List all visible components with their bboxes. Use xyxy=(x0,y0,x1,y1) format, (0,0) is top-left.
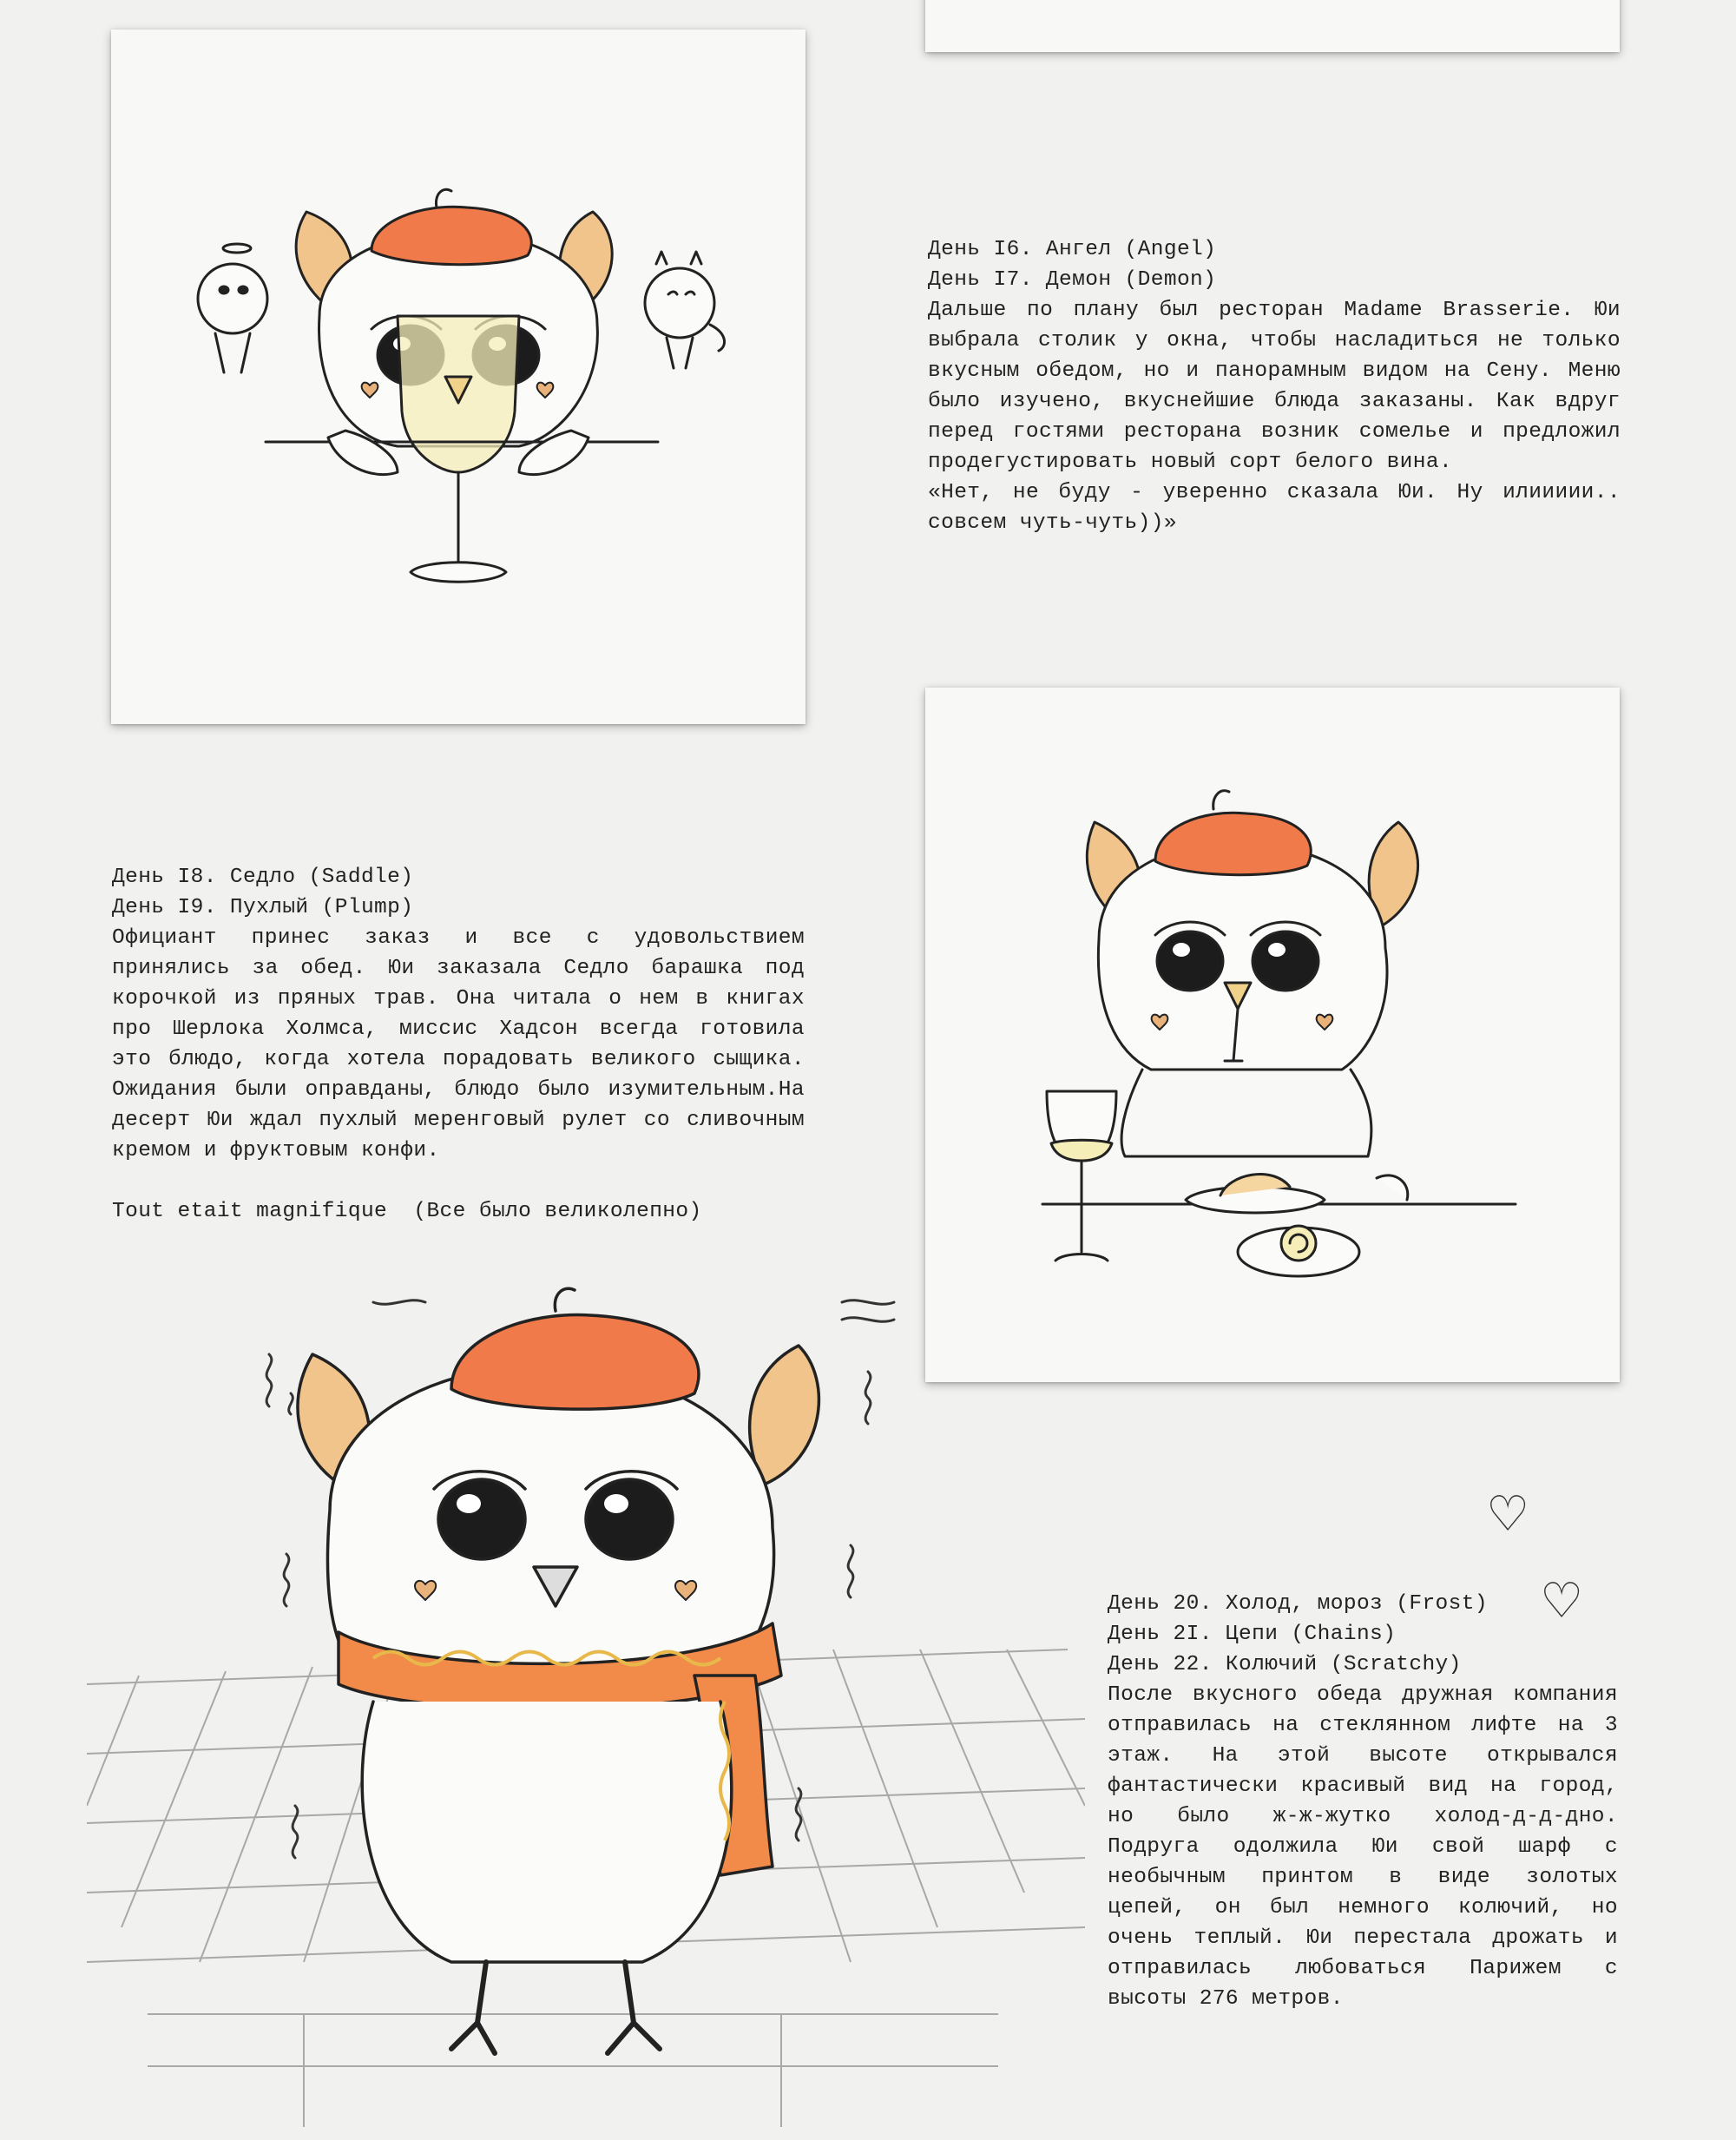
story-section-3 xyxy=(1108,1589,1618,2014)
heart-icon: ♡ xyxy=(1540,1573,1584,1630)
top-partial-card xyxy=(925,0,1620,52)
day-20-heading: День 20. Холод, мороз (Frost) xyxy=(1108,1592,1488,1616)
section-1-quote: «Нет, не буду - уверенно сказала Юи. Ну илиииии.. совсем чуть-чуть))» xyxy=(928,481,1621,535)
angel-owl-icon xyxy=(198,244,267,372)
section-3-paragraph: После вкусного обеда дружная компания отправилась на стеклянном лифте на 3 этаж. На этой высоте открывался фантастически красивый вид на город, но было ж-ж-жутко холод-д-д-дно. Подруга одолжила Юи свой шарф с необычным принтом в виде золотых цепей, он был немного колючий, но очень теплый. Юи перестала дрожать и отправилась любоваться Парижем с высоты 276 метров. xyxy=(1108,1683,1618,2011)
illustration-card-wine xyxy=(111,30,806,724)
day-16-heading: День I6. Ангел (Angel) xyxy=(928,238,1217,261)
demon-owl-icon xyxy=(645,252,725,368)
day-19-heading: День I9. Пухлый (Plump) xyxy=(112,896,414,919)
owl-with-wine-icon xyxy=(111,30,806,724)
section-1-paragraph: Дальше по плану был ресторан Madame Brasserie. Юи выбрала столик у окна, чтобы насладиться не только вкусным обедом, но и панорамным видом на Сену. Меню было изучено, вкуснейшие блюда заказаны. Как вдруг перед гостями ресторана возник сомелье и предложил продегустировать новый сорт белого вина. xyxy=(928,299,1621,474)
section-2-closing: Tout etait magnifique (Все было великолепно) xyxy=(112,1200,702,1223)
day-21-heading: День 2I. Цепи (Chains) xyxy=(1108,1623,1397,1646)
story-section-1 xyxy=(928,234,1621,538)
heart-icon: ♡ xyxy=(1486,1486,1530,1543)
day-18-heading: День I8. Седло (Saddle) xyxy=(112,866,414,889)
owl-in-scarf-icon xyxy=(87,1268,1085,2136)
day-17-heading: День I7. Демон (Demon) xyxy=(928,268,1217,292)
day-22-heading: День 22. Колючий (Scratchy) xyxy=(1108,1653,1462,1676)
story-section-2 xyxy=(112,862,805,1227)
section-2-paragraph: Официант принес заказ и все с удовольствием принялись за обед. Юи заказала Седло барашка под корочкой из пряных трав. Она читала о нем в книгах про Шерлока Холмса, миссис Хадсон всегда готовила это блюдо, когда хотела порадовать великого сыщика. Ожидания были оправданы, блюдо было изумительным.На десерт Юи ждал пухлый меренговый рулет со сливочным кремом и фруктовым конфи. xyxy=(112,926,805,1162)
